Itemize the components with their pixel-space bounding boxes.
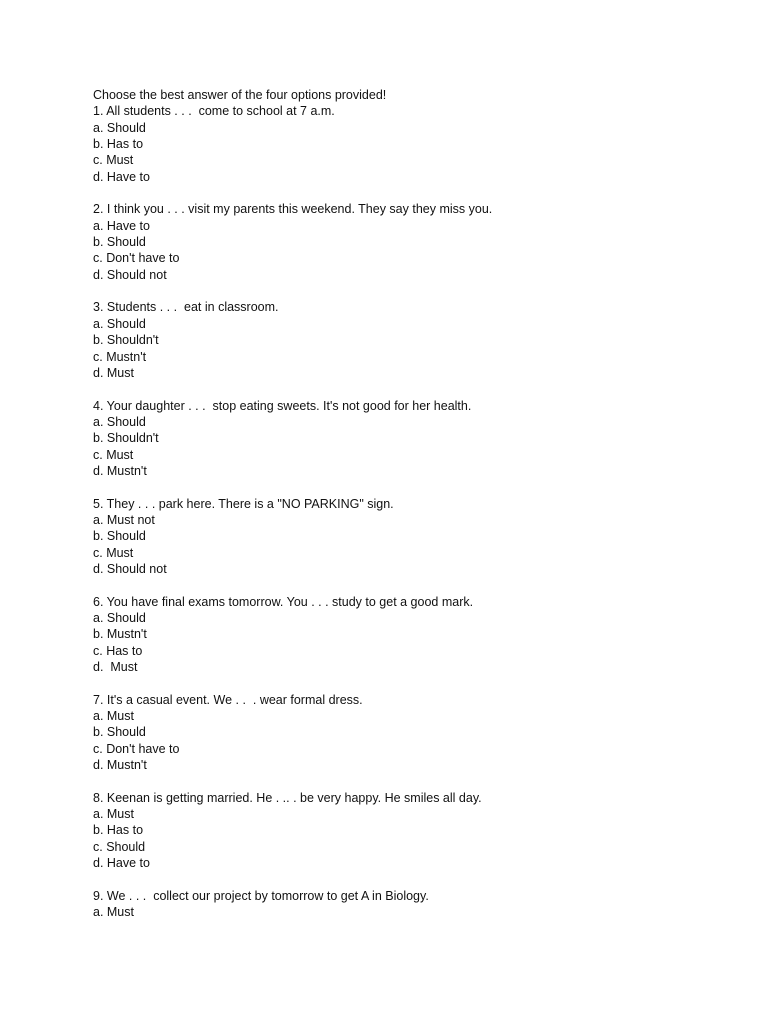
option-a: a. Should [93, 120, 146, 135]
question-prompt: 6. You have final exams tomorrow. You . . . study to get a good mark. [93, 594, 474, 609]
question-5 [93, 496, 733, 578]
option-c: c. Mustn't [93, 349, 147, 364]
question-prompt: 8. Keenan is getting married. He . .. . be very happy. He smiles all day. [93, 790, 482, 805]
question-prompt: 5. They . . . park here. There is a "NO PARKING" sign. [93, 496, 394, 511]
worksheet-page [93, 87, 733, 937]
option-d: d. Mustn't [93, 463, 147, 478]
question-6 [93, 594, 733, 676]
option-d: d. Mustn't [93, 758, 147, 773]
option-c: c. Don't have to [93, 251, 180, 266]
option-d: d. Should not [93, 561, 167, 576]
option-b: b. Mustn't [93, 627, 147, 642]
option-c: c. Should [93, 839, 146, 854]
question-7 [93, 692, 733, 774]
instruction-text: Choose the best answer of the four options provided! [93, 88, 387, 102]
question-prompt: 2. I think you . . . visit my parents this weekend. They say they miss you. [93, 202, 493, 217]
option-c: c. Has to [93, 643, 143, 658]
option-a: a. Must [93, 709, 134, 724]
option-b: b. Has to [93, 823, 144, 838]
option-b: b. Should [93, 235, 146, 250]
option-a: a. Should [93, 611, 146, 625]
option-b: b. Should [93, 529, 146, 544]
question-3 [93, 299, 733, 381]
option-d: d. Must [93, 660, 138, 675]
option-c: c. Must [93, 153, 134, 168]
question-2 [93, 201, 733, 283]
question-prompt: 1. All students . . . come to school at 7 a.m. [93, 104, 335, 119]
option-b: b. Has to [93, 137, 144, 152]
option-d: d. Should not [93, 267, 167, 282]
question-8 [93, 790, 733, 872]
option-c: c. Must [93, 447, 134, 462]
option-a: a. Should [93, 316, 146, 331]
option-b: b. Should [93, 725, 146, 740]
option-d: d. Have to [93, 856, 150, 871]
question-prompt: 3. Students . . . eat in classroom. [93, 300, 279, 315]
option-c: c. Don't have to [93, 741, 180, 756]
option-b: b. Shouldn't [93, 431, 159, 446]
option-a: a. Must [93, 807, 134, 822]
question-prompt: 4. Your daughter . . . stop eating sweets. It's not good for her health. [93, 398, 472, 413]
option-a: a. Must [93, 905, 134, 920]
option-a: a. Must not [93, 512, 155, 527]
question-prompt: 9. We . . . collect our project by tomorrow to get A in Biology. [93, 888, 429, 903]
option-a: a. Have to [93, 218, 150, 233]
question-4 [93, 398, 733, 480]
option-a: a. Should [93, 414, 146, 429]
question-9 [93, 888, 733, 921]
question-1 [93, 103, 733, 185]
option-b: b. Shouldn't [93, 333, 159, 348]
question-prompt: 7. It's a casual event. We . . . wear formal dress. [93, 692, 363, 707]
option-c: c. Must [93, 545, 134, 560]
option-d: d. Must [93, 365, 134, 380]
option-d: d. Have to [93, 169, 150, 184]
